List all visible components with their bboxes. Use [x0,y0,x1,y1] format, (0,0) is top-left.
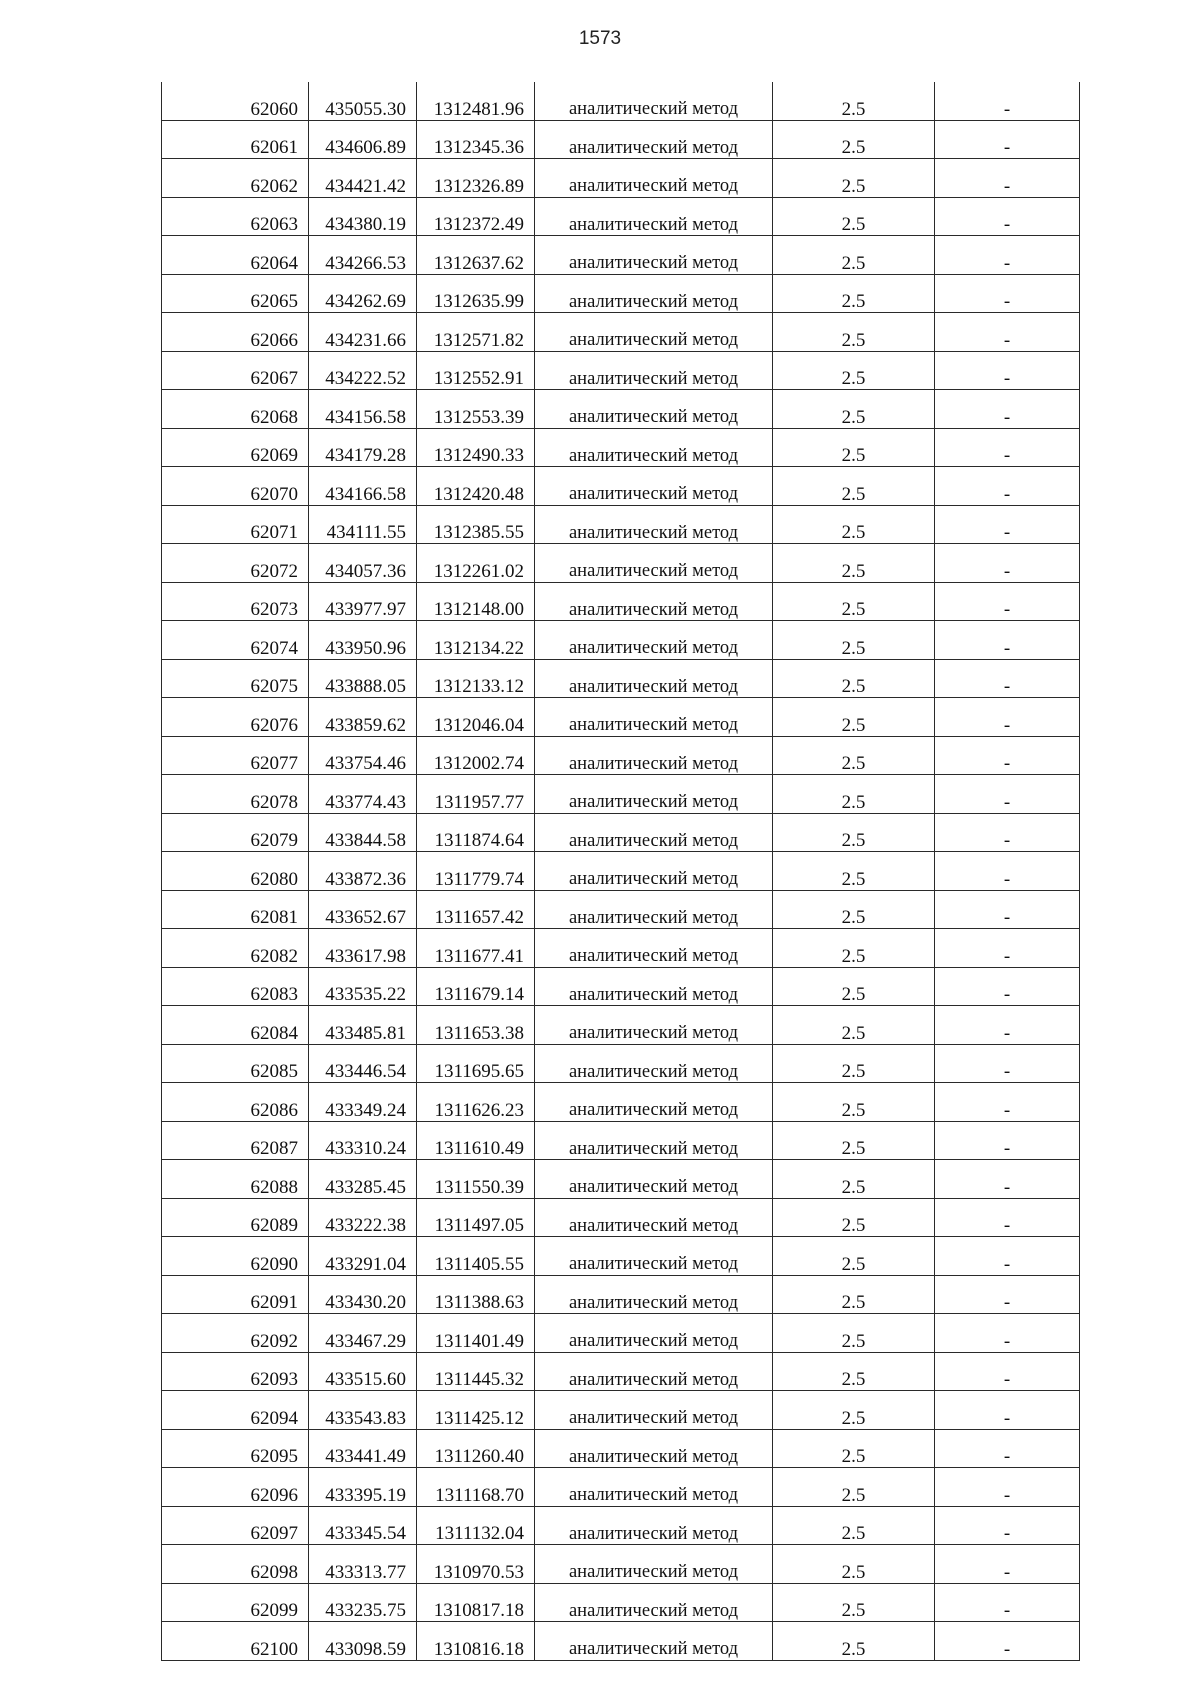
y-coordinate-cell: 1311388.63 [417,1275,535,1314]
page-number: 1573 [578,28,622,49]
method-cell: аналитический метод [535,313,773,352]
point-number-cell: 62088 [162,1160,309,1199]
note-cell: - [935,313,1080,352]
accuracy-cell: 2.5 [773,390,935,429]
point-number-cell: 62083 [162,967,309,1006]
method-cell: аналитический метод [535,775,773,814]
method-cell: аналитический метод [535,1275,773,1314]
accuracy-cell: 2.5 [773,197,935,236]
table-row [162,1160,1080,1199]
y-coordinate-cell: 1310970.53 [417,1545,535,1584]
method-cell: аналитический метод [535,159,773,198]
accuracy-cell: 2.5 [773,236,935,275]
point-number-cell: 62075 [162,659,309,698]
method-cell: аналитический метод [535,1121,773,1160]
table-row [162,1083,1080,1122]
note-cell: - [935,1352,1080,1391]
note-cell: - [935,775,1080,814]
accuracy-cell: 2.5 [773,967,935,1006]
y-coordinate-cell: 1312571.82 [417,313,535,352]
method-cell: аналитический метод [535,1352,773,1391]
method-cell: аналитический метод [535,544,773,583]
point-number-cell: 62064 [162,236,309,275]
accuracy-cell: 2.5 [773,736,935,775]
note-cell: - [935,505,1080,544]
x-coordinate-cell: 433235.75 [309,1583,417,1622]
y-coordinate-cell: 1312372.49 [417,197,535,236]
note-cell: - [935,351,1080,390]
x-coordinate-cell: 433467.29 [309,1314,417,1353]
accuracy-cell: 2.5 [773,659,935,698]
accuracy-cell: 2.5 [773,1352,935,1391]
y-coordinate-cell: 1311610.49 [417,1121,535,1160]
coordinates-table-body [162,82,1080,1660]
accuracy-cell: 2.5 [773,852,935,891]
y-coordinate-cell: 1311957.77 [417,775,535,814]
accuracy-cell: 2.5 [773,159,935,198]
table-row [162,698,1080,737]
x-coordinate-cell: 433345.54 [309,1506,417,1545]
point-number-cell: 62076 [162,698,309,737]
table-row [162,1468,1080,1507]
table-row [162,120,1080,159]
method-cell: аналитический метод [535,1583,773,1622]
accuracy-cell: 2.5 [773,313,935,352]
accuracy-cell: 2.5 [773,890,935,929]
point-number-cell: 62087 [162,1121,309,1160]
x-coordinate-cell: 433515.60 [309,1352,417,1391]
x-coordinate-cell: 433430.20 [309,1275,417,1314]
note-cell: - [935,1468,1080,1507]
method-cell: аналитический метод [535,428,773,467]
table-row [162,1314,1080,1353]
y-coordinate-cell: 1311260.40 [417,1429,535,1468]
x-coordinate-cell: 433535.22 [309,967,417,1006]
table-row [162,467,1080,506]
y-coordinate-cell: 1311874.64 [417,813,535,852]
point-number-cell: 62080 [162,852,309,891]
table-row [162,929,1080,968]
y-coordinate-cell: 1312261.02 [417,544,535,583]
x-coordinate-cell: 434179.28 [309,428,417,467]
accuracy-cell: 2.5 [773,1006,935,1045]
method-cell: аналитический метод [535,1622,773,1661]
y-coordinate-cell: 1311653.38 [417,1006,535,1045]
accuracy-cell: 2.5 [773,1198,935,1237]
note-cell: - [935,1198,1080,1237]
point-number-cell: 62062 [162,159,309,198]
x-coordinate-cell: 433888.05 [309,659,417,698]
x-coordinate-cell: 433950.96 [309,621,417,660]
point-number-cell: 62071 [162,505,309,544]
y-coordinate-cell: 1311401.49 [417,1314,535,1353]
method-cell: аналитический метод [535,351,773,390]
method-cell: аналитический метод [535,1237,773,1276]
method-cell: аналитический метод [535,582,773,621]
point-number-cell: 62069 [162,428,309,467]
point-number-cell: 62095 [162,1429,309,1468]
point-number-cell: 62067 [162,351,309,390]
point-number-cell: 62078 [162,775,309,814]
note-cell: - [935,1583,1080,1622]
table-row [162,390,1080,429]
method-cell: аналитический метод [535,1468,773,1507]
note-cell: - [935,698,1080,737]
y-coordinate-cell: 1312553.39 [417,390,535,429]
accuracy-cell: 2.5 [773,82,935,120]
y-coordinate-cell: 1310817.18 [417,1583,535,1622]
y-coordinate-cell: 1311497.05 [417,1198,535,1237]
point-number-cell: 62061 [162,120,309,159]
y-coordinate-cell: 1311550.39 [417,1160,535,1199]
point-number-cell: 62066 [162,313,309,352]
note-cell: - [935,544,1080,583]
table-row [162,428,1080,467]
x-coordinate-cell: 433652.67 [309,890,417,929]
point-number-cell: 62097 [162,1506,309,1545]
table-row [162,505,1080,544]
note-cell: - [935,1391,1080,1430]
x-coordinate-cell: 435055.30 [309,82,417,120]
y-coordinate-cell: 1311657.42 [417,890,535,929]
accuracy-cell: 2.5 [773,1275,935,1314]
table-row [162,1622,1080,1661]
y-coordinate-cell: 1311168.70 [417,1468,535,1507]
note-cell: - [935,1083,1080,1122]
accuracy-cell: 2.5 [773,813,935,852]
x-coordinate-cell: 433310.24 [309,1121,417,1160]
table-row [162,1044,1080,1083]
point-number-cell: 62093 [162,1352,309,1391]
x-coordinate-cell: 433222.38 [309,1198,417,1237]
y-coordinate-cell: 1312635.99 [417,274,535,313]
table-row [162,274,1080,313]
note-cell: - [935,813,1080,852]
y-coordinate-cell: 1312637.62 [417,236,535,275]
x-coordinate-cell: 433754.46 [309,736,417,775]
table-row [162,582,1080,621]
accuracy-cell: 2.5 [773,428,935,467]
x-coordinate-cell: 434262.69 [309,274,417,313]
note-cell: - [935,1044,1080,1083]
method-cell: аналитический метод [535,659,773,698]
note-cell: - [935,1429,1080,1468]
y-coordinate-cell: 1311132.04 [417,1506,535,1545]
y-coordinate-cell: 1311779.74 [417,852,535,891]
method-cell: аналитический метод [535,505,773,544]
accuracy-cell: 2.5 [773,1121,935,1160]
point-number-cell: 62082 [162,929,309,968]
accuracy-cell: 2.5 [773,467,935,506]
method-cell: аналитический метод [535,967,773,1006]
table-row [162,1198,1080,1237]
accuracy-cell: 2.5 [773,1391,935,1430]
table-row [162,313,1080,352]
accuracy-cell: 2.5 [773,582,935,621]
table-row [162,351,1080,390]
method-cell: аналитический метод [535,1506,773,1545]
x-coordinate-cell: 433872.36 [309,852,417,891]
note-cell: - [935,1506,1080,1545]
note-cell: - [935,736,1080,775]
x-coordinate-cell: 433291.04 [309,1237,417,1276]
point-number-cell: 62099 [162,1583,309,1622]
table-row [162,1429,1080,1468]
x-coordinate-cell: 434057.36 [309,544,417,583]
point-number-cell: 62096 [162,1468,309,1507]
y-coordinate-cell: 1312046.04 [417,698,535,737]
y-coordinate-cell: 1312481.96 [417,82,535,120]
accuracy-cell: 2.5 [773,1314,935,1353]
method-cell: аналитический метод [535,890,773,929]
note-cell: - [935,1314,1080,1353]
accuracy-cell: 2.5 [773,929,935,968]
x-coordinate-cell: 434421.42 [309,159,417,198]
accuracy-cell: 2.5 [773,1429,935,1468]
x-coordinate-cell: 433098.59 [309,1622,417,1661]
x-coordinate-cell: 434222.52 [309,351,417,390]
point-number-cell: 62073 [162,582,309,621]
table-row [162,1275,1080,1314]
point-number-cell: 62089 [162,1198,309,1237]
accuracy-cell: 2.5 [773,351,935,390]
y-coordinate-cell: 1311626.23 [417,1083,535,1122]
y-coordinate-cell: 1312133.12 [417,659,535,698]
note-cell: - [935,390,1080,429]
note-cell: - [935,1545,1080,1584]
method-cell: аналитический метод [535,82,773,120]
method-cell: аналитический метод [535,621,773,660]
method-cell: аналитический метод [535,1545,773,1584]
coordinates-table [161,82,1080,1661]
point-number-cell: 62085 [162,1044,309,1083]
table-row [162,967,1080,1006]
note-cell: - [935,159,1080,198]
y-coordinate-cell: 1311445.32 [417,1352,535,1391]
x-coordinate-cell: 433441.49 [309,1429,417,1468]
note-cell: - [935,852,1080,891]
table-row [162,197,1080,236]
note-cell: - [935,1006,1080,1045]
y-coordinate-cell: 1312552.91 [417,351,535,390]
point-number-cell: 62074 [162,621,309,660]
table-row [162,621,1080,660]
accuracy-cell: 2.5 [773,1044,935,1083]
method-cell: аналитический метод [535,274,773,313]
note-cell: - [935,236,1080,275]
table-row [162,736,1080,775]
note-cell: - [935,621,1080,660]
note-cell: - [935,1275,1080,1314]
y-coordinate-cell: 1312326.89 [417,159,535,198]
accuracy-cell: 2.5 [773,120,935,159]
note-cell: - [935,1237,1080,1276]
note-cell: - [935,1622,1080,1661]
table-row [162,1006,1080,1045]
x-coordinate-cell: 433395.19 [309,1468,417,1507]
y-coordinate-cell: 1312345.36 [417,120,535,159]
x-coordinate-cell: 433313.77 [309,1545,417,1584]
note-cell: - [935,197,1080,236]
y-coordinate-cell: 1312002.74 [417,736,535,775]
table-row [162,813,1080,852]
table-row [162,236,1080,275]
point-number-cell: 62098 [162,1545,309,1584]
point-number-cell: 62100 [162,1622,309,1661]
table-row [162,1352,1080,1391]
point-number-cell: 62094 [162,1391,309,1430]
point-number-cell: 62077 [162,736,309,775]
x-coordinate-cell: 433844.58 [309,813,417,852]
note-cell: - [935,929,1080,968]
note-cell: - [935,274,1080,313]
method-cell: аналитический метод [535,736,773,775]
table-row [162,1583,1080,1622]
x-coordinate-cell: 434266.53 [309,236,417,275]
note-cell: - [935,890,1080,929]
x-coordinate-cell: 433859.62 [309,698,417,737]
method-cell: аналитический метод [535,1160,773,1199]
table-row [162,159,1080,198]
point-number-cell: 62090 [162,1237,309,1276]
method-cell: аналитический метод [535,236,773,275]
y-coordinate-cell: 1311679.14 [417,967,535,1006]
method-cell: аналитический метод [535,1429,773,1468]
x-coordinate-cell: 433774.43 [309,775,417,814]
x-coordinate-cell: 433349.24 [309,1083,417,1122]
note-cell: - [935,659,1080,698]
accuracy-cell: 2.5 [773,775,935,814]
x-coordinate-cell: 434166.58 [309,467,417,506]
y-coordinate-cell: 1310816.18 [417,1622,535,1661]
accuracy-cell: 2.5 [773,1237,935,1276]
x-coordinate-cell: 434111.55 [309,505,417,544]
method-cell: аналитический метод [535,852,773,891]
y-coordinate-cell: 1312148.00 [417,582,535,621]
method-cell: аналитический метод [535,813,773,852]
x-coordinate-cell: 433446.54 [309,1044,417,1083]
point-number-cell: 62086 [162,1083,309,1122]
y-coordinate-cell: 1312490.33 [417,428,535,467]
accuracy-cell: 2.5 [773,544,935,583]
method-cell: аналитический метод [535,390,773,429]
point-number-cell: 62072 [162,544,309,583]
accuracy-cell: 2.5 [773,1160,935,1199]
table-row [162,1506,1080,1545]
x-coordinate-cell: 434231.66 [309,313,417,352]
x-coordinate-cell: 434606.89 [309,120,417,159]
point-number-cell: 62065 [162,274,309,313]
y-coordinate-cell: 1312420.48 [417,467,535,506]
table-row [162,890,1080,929]
table-row [162,1391,1080,1430]
table-row [162,544,1080,583]
accuracy-cell: 2.5 [773,1545,935,1584]
x-coordinate-cell: 433543.83 [309,1391,417,1430]
x-coordinate-cell: 433617.98 [309,929,417,968]
table-row [162,1121,1080,1160]
method-cell: аналитический метод [535,1006,773,1045]
method-cell: аналитический метод [535,197,773,236]
point-number-cell: 62091 [162,1275,309,1314]
note-cell: - [935,120,1080,159]
table-row [162,1237,1080,1276]
point-number-cell: 62081 [162,890,309,929]
x-coordinate-cell: 433285.45 [309,1160,417,1199]
method-cell: аналитический метод [535,929,773,968]
note-cell: - [935,428,1080,467]
method-cell: аналитический метод [535,1314,773,1353]
note-cell: - [935,1160,1080,1199]
y-coordinate-cell: 1312134.22 [417,621,535,660]
y-coordinate-cell: 1312385.55 [417,505,535,544]
method-cell: аналитический метод [535,120,773,159]
point-number-cell: 62079 [162,813,309,852]
point-number-cell: 62070 [162,467,309,506]
x-coordinate-cell: 434156.58 [309,390,417,429]
point-number-cell: 62063 [162,197,309,236]
accuracy-cell: 2.5 [773,1622,935,1661]
table-row [162,1545,1080,1584]
table-row [162,775,1080,814]
method-cell: аналитический метод [535,1083,773,1122]
point-number-cell: 62092 [162,1314,309,1353]
accuracy-cell: 2.5 [773,505,935,544]
method-cell: аналитический метод [535,1044,773,1083]
accuracy-cell: 2.5 [773,1506,935,1545]
y-coordinate-cell: 1311695.65 [417,1044,535,1083]
accuracy-cell: 2.5 [773,274,935,313]
note-cell: - [935,1121,1080,1160]
note-cell: - [935,82,1080,120]
x-coordinate-cell: 434380.19 [309,197,417,236]
x-coordinate-cell: 433485.81 [309,1006,417,1045]
table-row [162,852,1080,891]
method-cell: аналитический метод [535,1198,773,1237]
accuracy-cell: 2.5 [773,621,935,660]
table-row [162,659,1080,698]
table-row [162,82,1080,120]
y-coordinate-cell: 1311677.41 [417,929,535,968]
y-coordinate-cell: 1311425.12 [417,1391,535,1430]
note-cell: - [935,967,1080,1006]
accuracy-cell: 2.5 [773,698,935,737]
x-coordinate-cell: 433977.97 [309,582,417,621]
note-cell: - [935,467,1080,506]
accuracy-cell: 2.5 [773,1468,935,1507]
accuracy-cell: 2.5 [773,1083,935,1122]
point-number-cell: 62060 [162,82,309,120]
point-number-cell: 62084 [162,1006,309,1045]
accuracy-cell: 2.5 [773,1583,935,1622]
method-cell: аналитический метод [535,698,773,737]
y-coordinate-cell: 1311405.55 [417,1237,535,1276]
method-cell: аналитический метод [535,467,773,506]
point-number-cell: 62068 [162,390,309,429]
method-cell: аналитический метод [535,1391,773,1430]
note-cell: - [935,582,1080,621]
